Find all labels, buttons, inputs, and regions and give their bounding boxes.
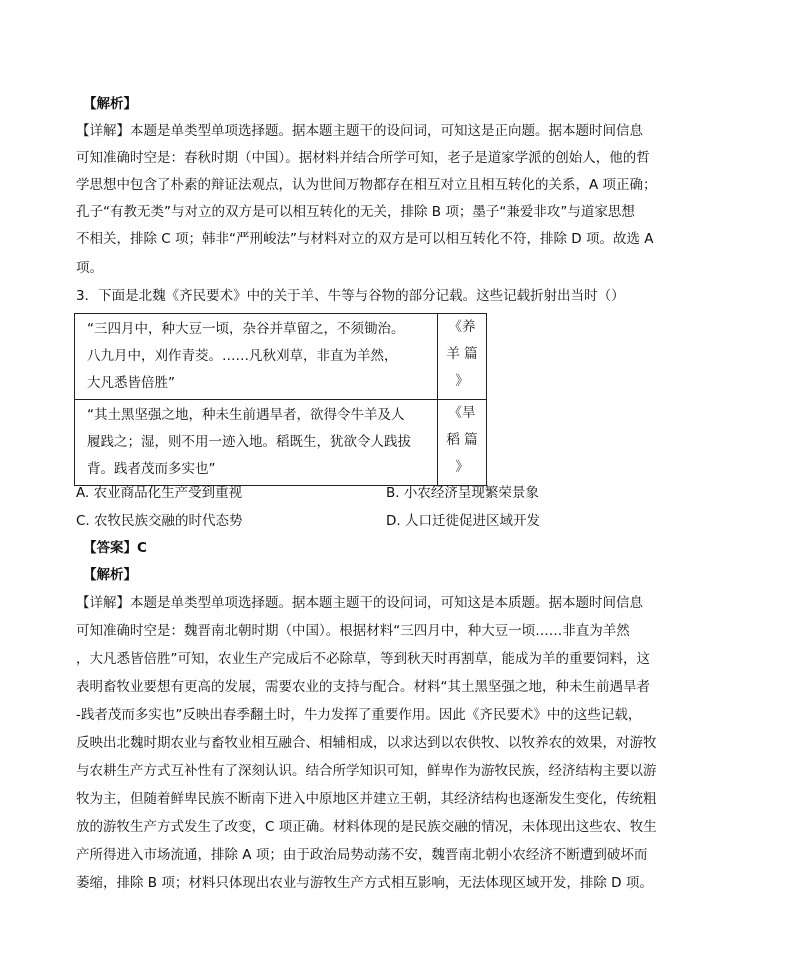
- analysis-line: 【详解】本题是单类型单项选择题。据本题主题干的设问词，可知这是本质题。据本题时间信息: [76, 595, 643, 611]
- source-line: 》: [455, 373, 469, 389]
- material-source: [438, 400, 487, 486]
- question-stem: 3．下面是北魏《齐民要术》中的关于羊、牛等与谷物的部分记载。这些记载折射出当时（）: [76, 288, 625, 304]
- material-line: 履践之；湿，则不用一迹入地。稻既生，犹欲令人践拔: [87, 434, 411, 450]
- analysis-line: 学思想中包含了朴素的辩证法观点，认为世间万物都存在相互对立且相互转化的关系，A 项正确；: [76, 177, 657, 193]
- material-table: [74, 313, 487, 486]
- analysis-line: 与农耕生产方式互补性有了深刻认识。结合所学知识可知，鲜卑作为游牧民族，经济结构主要以游: [76, 763, 657, 779]
- analysis-line: 表明畜牧业要想有更高的发展，需要农业的支持与配合。材料“其土黑坚强之地，种未生前遇旱者: [76, 679, 650, 695]
- material-line: 背。践者茂而多实也”: [87, 461, 216, 477]
- material-source: [438, 314, 487, 400]
- material-line: 八九月中，刈作青茭。……凡秋刈草，非直为羊然，: [87, 348, 398, 364]
- material-line: “三四月中，种大豆一顷，杂谷并草留之，不须锄治。: [87, 321, 405, 337]
- source-line: 稻 篇: [446, 432, 478, 448]
- analysis-line: 【详解】本题是单类型单项选择题。据本题主题干的设问词，可知这是正向题。据本题时间信息: [76, 123, 643, 139]
- analysis-line: 可知准确时空是：魏晋南北朝时期（中国）。根据材料“三四月中，种大豆一顷……非直为羊然: [76, 623, 630, 639]
- option-b: B. 小农经济呈现繁荣景象: [386, 485, 539, 501]
- analysis-line: 不相关，排除 C 项；韩非“严刑峻法”与材料对立的双方是可以相互转化不符，排除 D 项。故选 A: [76, 231, 654, 247]
- table-row: [75, 400, 487, 486]
- analysis-line: 可知准确时空是：春秋时期（中国）。据材料并结合所学可知，老子是道家学派的创始人，他的哲: [76, 150, 650, 166]
- analysis-line: ，大凡悉皆倍胜”可知，农业生产完成后不必除草，等到秋天时再割草，能成为羊的重要饲料，这: [76, 651, 650, 667]
- answer-label: 【答案】C: [83, 540, 147, 556]
- material-line: “其土黑坚强之地，种未生前遇旱者，欲得令牛羊及人: [87, 407, 405, 423]
- source-line: 羊 篇: [446, 346, 478, 362]
- analysis-line: 萎缩，排除 B 项；材料只体现出农业与游牧生产方式相互影响，无法体现区域开发，排除 D 项。: [76, 875, 653, 891]
- material-text: [75, 400, 438, 486]
- analysis-line: 反映出北魏时期农业与畜牧业相互融合、相辅相成，以求达到以农供牧、以牧养农的效果，对游牧: [76, 735, 657, 751]
- analysis-line: 牧为主，但随着鲜卑民族不断南下进入中原地区并建立王朝，其经济结构也逐渐发生变化，传统粗: [76, 791, 657, 807]
- analysis-heading: 【解析】: [83, 96, 137, 112]
- table-row: [75, 314, 487, 400]
- analysis-line: 放的游牧生产方式发生了改变，C 项正确。材料体现的是民族交融的情况，未体现出这些农、牧生: [76, 819, 657, 835]
- option-c: C. 农牧民族交融的时代态势: [76, 513, 243, 529]
- source-line: 《养: [448, 319, 476, 335]
- analysis-line: 孔子“有教无类”与对立的双方是可以相互转化的无关，排除 B 项；墨子“兼爱非攻”与道家思想: [76, 204, 635, 220]
- analysis-line: 项。: [76, 260, 103, 276]
- source-line: 》: [455, 459, 469, 475]
- option-d: D. 人口迁徙促进区域开发: [386, 513, 540, 529]
- source-line: 《旱: [448, 405, 476, 421]
- option-a: A. 农业商品化生产受到重视: [76, 485, 243, 501]
- analysis-line: 产所得进入市场流通，排除 A 项；由于政治局势动荡不安，魏晋南北朝小农经济不断遭到破坏而: [76, 847, 648, 863]
- material-text: [75, 314, 438, 400]
- material-line: 大凡悉皆倍胜”: [87, 375, 175, 391]
- analysis-heading: 【解析】: [83, 567, 137, 583]
- analysis-line: -践者茂而多实也”反映出春季翻土时，牛力发挥了重要作用。因此《齐民要术》中的这些记载，: [76, 707, 642, 723]
